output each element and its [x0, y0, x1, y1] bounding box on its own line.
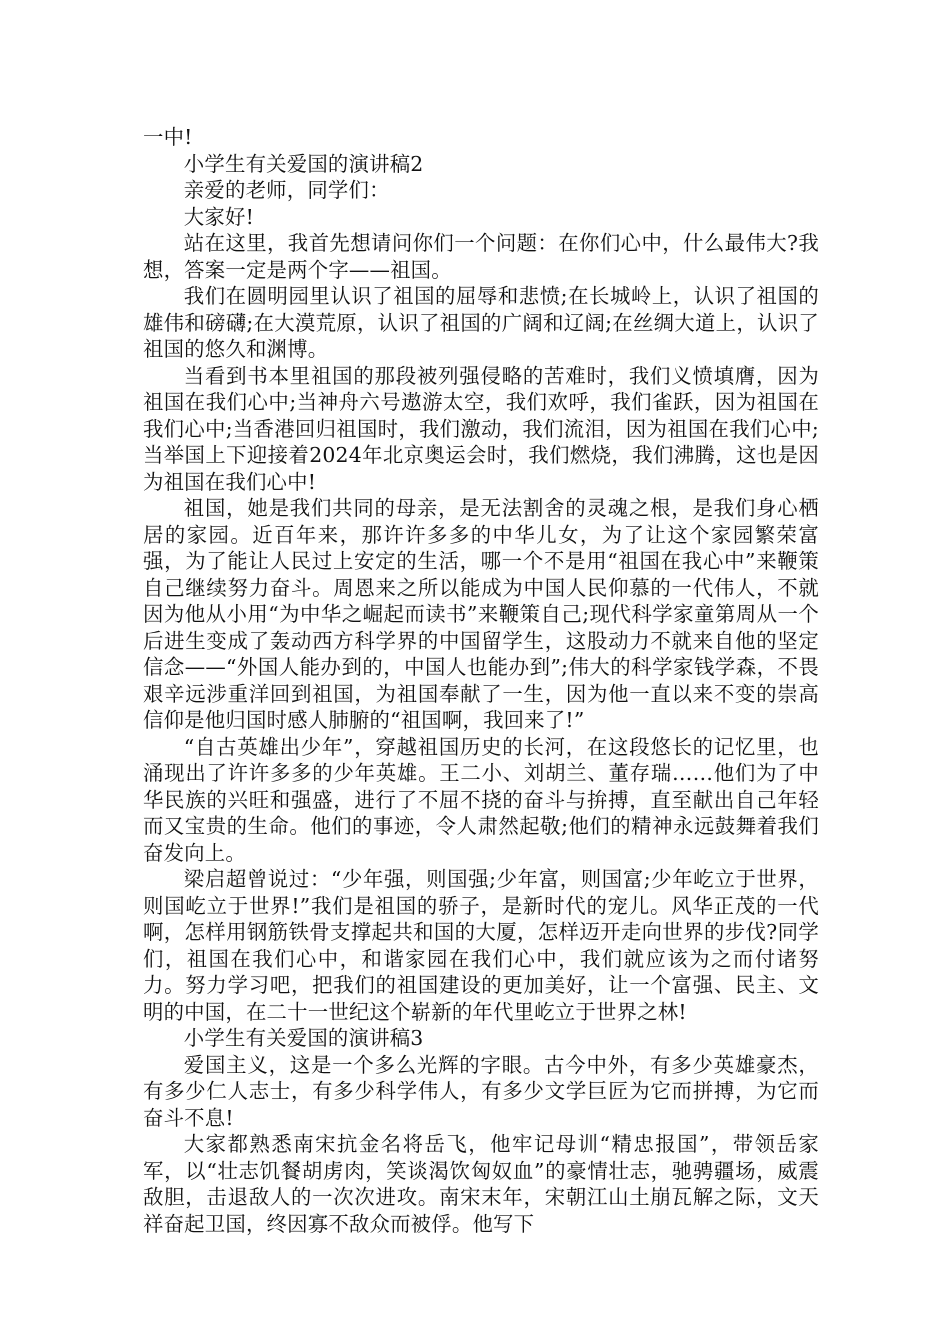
paragraph: 一中!	[143, 125, 193, 149]
paragraph: 梁启超曾说过：“少年强，则国强;少年富，则国富;少年屹立于世界，则国屹立于世界!”我们是祖国的骄子，是新时代的宠儿。风华正茂的一代啊，怎样用钢筋铁骨支撑起共和国的大厦，怎样迈开走向世界的步伐?同学们，祖国在我们心中，和谐家园在我们心中，我们就应该为之而付诸努力。努力学习吧，把我们的祖国建设的更加美好，让一个富强、民主、文明的中国，在二十一世纪这个崭新的年代里屹立于世界之林!	[143, 867, 819, 1024]
salutation: 亲爱的老师，同学们：	[183, 178, 390, 202]
section-title: 小学生有关爱国的演讲稿2	[183, 151, 424, 176]
paragraph: “自古英雄出少年”，穿越祖国历史的长河，在这段悠长的记忆里，也涌现出了许许多多的少年英雄。王二小、刘胡兰、董存瑞……他们为了中华民族的兴旺和强盛，进行了不屈不挠的奋斗与拚搏，直至献出自己年轻而又宝贵的生命。他们的事迹，令人肃然起敬;他们的精神永远鼓舞着我们奋发向上。	[143, 734, 819, 865]
document-body	[143, 124, 819, 1237]
greeting: 大家好!	[183, 204, 254, 229]
paragraph: 站在这里，我首先想请问你们一个问题：在你们心中，什么最伟大?我想，答案一定是两个字——祖国。	[143, 231, 819, 282]
paragraph: 我们在圆明园里认识了祖国的屈辱和悲愤;在长城岭上，认识了祖国的雄伟和磅礴;在大漠荒原，认识了祖国的广阔和辽阔;在丝绸大道上，认识了祖国的悠久和渊博。	[143, 284, 819, 361]
section-title: 小学生有关爱国的演讲稿3	[183, 1026, 424, 1050]
paragraph: 当看到书本里祖国的那段被列强侵略的苦难时，我们义愤填膺，因为祖国在我们心中;当神舟六号遨游太空，我们欢呼，我们雀跃，因为祖国在我们心中;当香港回归祖国时，我们激动，我们流泪，因为祖国在我们心中;当举国上下迎接着2024年北京奥运会时，我们燃烧，我们沸腾，这也是因为祖国在我们心中!	[143, 363, 819, 494]
paragraph: 祖国，她是我们共同的母亲，是无法割舍的灵魂之根，是我们身心栖居的家园。近百年来，那许许多多的中华儿女，为了让这个家园繁荣富强，为了能让人民过上安定的生活，哪一个不是用“祖国在我心中”来鞭策自己继续努力奋斗。周恩来之所以能成为中国人民仰慕的一代伟人，不就因为他从小用“为中华之崛起而读书”来鞭策自己;现代科学家童第周从一个后进生变成了轰动西方科学界的中国留学生，这股动力不就来自他的坚定信念——“外国人能办到的，中国人也能办到”;伟大的科学家钱学森，不畏艰辛远涉重洋回到祖国，为祖国奉献了一生，因为他一直以来不变的崇高信仰是他归国时感人肺腑的“祖国啊，我回来了!”	[143, 496, 819, 732]
paragraph: 大家都熟悉南宋抗金名将岳飞，他牢记母训“精忠报国”，带领岳家军，以“壮志饥餐胡虏肉，笑谈渴饮匈奴血”的豪情壮志，驰骋疆场，威震敌胆，击退敌人的一次次进攻。南宋末年，宋朝江山土崩瓦解之际，文天祥奋起卫国，终因寡不敌众而被俘。他写下	[143, 1132, 819, 1236]
paragraph: 爱国主义，这是一个多么光辉的字眼。古今中外，有多少英雄豪杰，有多少仁人志士，有多少科学伟人，有多少文学巨匠为它而拼搏，为它而奋斗不息!	[143, 1052, 819, 1130]
